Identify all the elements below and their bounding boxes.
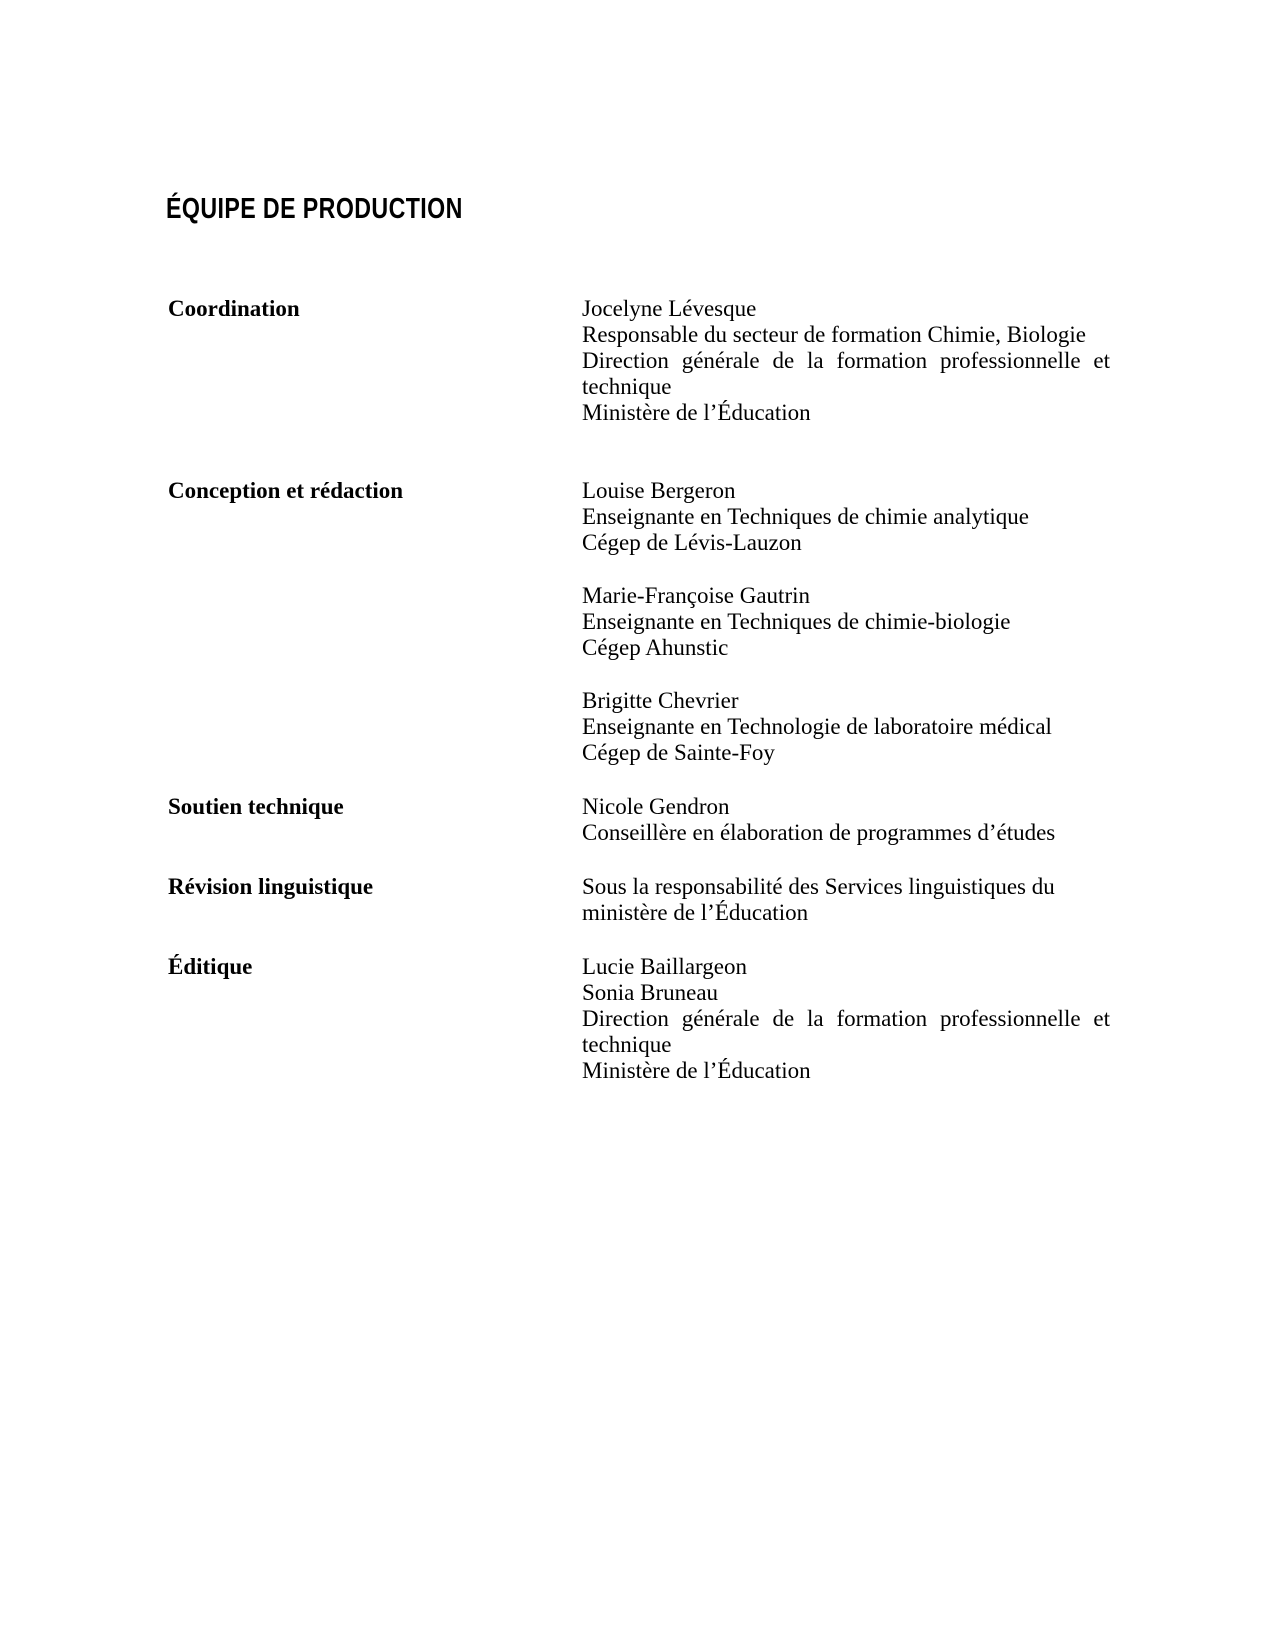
text-line: Louise Bergeron	[582, 478, 736, 503]
text-line: Ministère de l’Éducation	[582, 1058, 811, 1083]
text-line: Cégep de Sainte-Foy	[582, 740, 775, 765]
text-line: Cégep de Lévis-Lauzon	[582, 530, 802, 555]
section-row	[168, 874, 1110, 926]
entry-group	[582, 874, 1110, 926]
text-line: ministère de l’Éducation	[582, 900, 809, 925]
section-label: Soutien technique	[168, 794, 344, 819]
entry-group	[582, 688, 1110, 766]
text-line: Jocelyne Lévesque	[582, 296, 757, 321]
section-row	[168, 478, 1110, 766]
section-content	[582, 954, 1110, 1084]
text-line: technique	[582, 1032, 672, 1057]
text-line: Nicole Gendron	[582, 794, 730, 819]
text-line: Cégep Ahunstic	[582, 635, 729, 660]
credits-sections	[168, 296, 1110, 1084]
text-line: Enseignante en Techniques de chimie-biologie	[582, 609, 1011, 634]
text-line: Brigitte Chevrier	[582, 688, 739, 713]
text-line: Responsable du secteur de formation Chimie, Biologie	[582, 322, 1086, 347]
page-title: ÉQUIPE DE PRODUCTION	[166, 193, 463, 226]
text-line: Sonia Bruneau	[582, 980, 719, 1005]
text-line: Ministère de l’Éducation	[582, 400, 811, 425]
entry-group	[582, 296, 1110, 426]
text-line: technique	[582, 374, 672, 399]
text-line: Conseillère en élaboration de programmes d’études	[582, 820, 1056, 845]
section-label: Conception et rédaction	[168, 478, 404, 503]
text-line: Direction générale de la formation professionnelle et	[582, 1006, 1110, 1031]
section-row	[168, 794, 1110, 846]
section-label: Éditique	[168, 954, 253, 979]
text-line: Sous la responsabilité des Services linguistiques du	[582, 874, 1055, 899]
text-line: Lucie Baillargeon	[582, 954, 747, 979]
section-content	[582, 478, 1110, 766]
text-line: Enseignante en Technologie de laboratoire médical	[582, 714, 1052, 739]
entry-group	[582, 794, 1110, 846]
entry-group	[582, 954, 1110, 1084]
text-line: Enseignante en Techniques de chimie analytique	[582, 504, 1029, 529]
text-line: Marie-Françoise Gautrin	[582, 583, 811, 608]
section-content	[582, 296, 1110, 426]
section-content	[582, 794, 1110, 846]
section-row	[168, 296, 1110, 426]
section-label: Révision linguistique	[168, 874, 374, 899]
entry-group	[582, 478, 1110, 556]
entry-group	[582, 583, 1110, 661]
section-row	[168, 954, 1110, 1084]
section-content	[582, 874, 1110, 926]
text-line: Direction générale de la formation professionnelle et	[582, 348, 1110, 373]
section-label: Coordination	[168, 296, 300, 321]
